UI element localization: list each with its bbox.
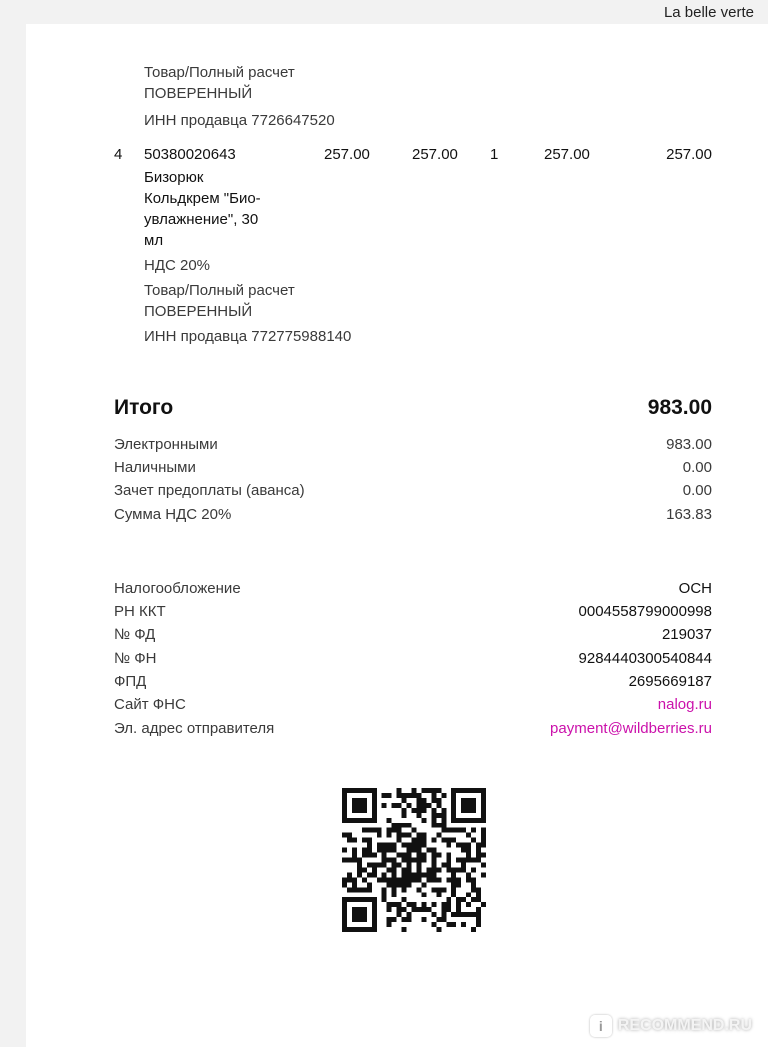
total-row (114, 396, 712, 420)
row-label: Зачет предоплаты (аванса) (114, 482, 305, 499)
watermark-top: La belle verte (663, 4, 754, 21)
seller-inn: ИНН продавца 772775988140 (144, 328, 352, 345)
row-value: 0004558799000998 (578, 603, 712, 620)
row-label: Налогообложение (114, 580, 241, 597)
agent-type: ПОВЕРЕННЫЙ (144, 85, 253, 102)
item-total: 257.00 (666, 146, 712, 163)
row-value: 0.00 (682, 459, 712, 476)
item-meta (144, 255, 351, 347)
fns-site-link[interactable]: nalog.ru (657, 696, 712, 713)
item-name (144, 167, 284, 251)
row-value: 9284440300540844 (578, 650, 712, 667)
recommend-logo-icon: i (590, 1015, 612, 1037)
item-name-line: мл (144, 232, 164, 249)
row-value: 2695669187 (628, 673, 712, 690)
agent-type: ПОВЕРЕННЫЙ (144, 303, 253, 320)
item-name-line: увлажнение", 30 (144, 211, 259, 228)
total-label: Итого (114, 396, 174, 419)
item-name-line: Кольдкрем "Био- (144, 190, 261, 207)
row-label: РН ККТ (114, 603, 166, 620)
recommend-badge (590, 1015, 752, 1037)
row-value: 0.00 (682, 482, 712, 499)
row-label: Сумма НДС 20% (114, 506, 232, 523)
row-label: Наличными (114, 459, 196, 476)
qr-code (342, 788, 486, 932)
row-label: Эл. адрес отправителя (114, 720, 275, 737)
row-value: 163.83 (666, 506, 712, 523)
item-code: 50380020643 (144, 146, 236, 163)
row-label: № ФН (114, 650, 157, 667)
item-price-discount: 257.00 (412, 146, 458, 163)
total-value: 983.00 (647, 396, 712, 419)
item-vat: НДС 20% (144, 257, 211, 274)
item-price: 257.00 (324, 146, 370, 163)
item-name-line: Бизорюк (144, 169, 204, 186)
payment-type: Товар/Полный расчет (144, 64, 295, 81)
row-label: № ФД (114, 626, 156, 643)
item-sum: 257.00 (544, 146, 590, 163)
payment-type: Товар/Полный расчет (144, 282, 295, 299)
row-label: Электронными (114, 436, 218, 453)
receipt-paper (26, 24, 768, 1047)
previous-item-meta (144, 62, 335, 131)
row-label: ФПД (114, 673, 147, 690)
row-value: 219037 (661, 626, 712, 643)
recommend-text: RECOMMEND.RU (617, 1017, 752, 1034)
seller-inn: ИНН продавца 7726647520 (144, 112, 335, 129)
sender-email-link[interactable]: payment@wildberries.ru (550, 720, 712, 737)
row-value: ОСН (678, 580, 712, 597)
row-label: Сайт ФНС (114, 696, 186, 713)
item-quantity: 1 (490, 146, 499, 163)
row-value: 983.00 (666, 436, 712, 453)
item-number: 4 (114, 146, 123, 163)
